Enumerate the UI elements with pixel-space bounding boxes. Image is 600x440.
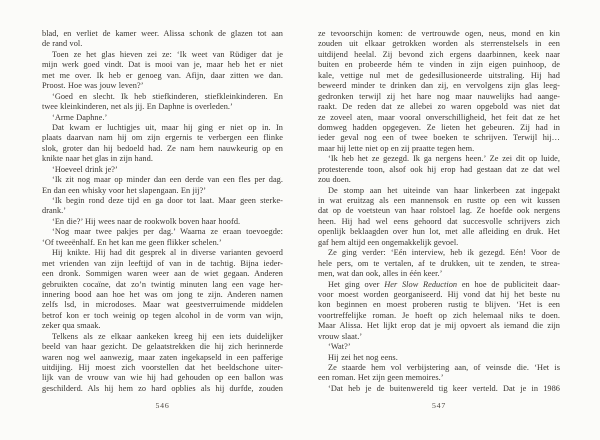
text-line: protesterende toon, alsof ook hij erop had gestaan dat ze dat wel bbox=[318, 164, 560, 174]
page-number-left: 546 bbox=[155, 401, 170, 411]
text-line: ‘Goed en slecht. Ik heb stiefkinderen, stiefkleinkinderen. En bbox=[52, 91, 283, 101]
text-line: met vrienden van zijn leeftijd of van in de tachtig. Bijna ieder- bbox=[42, 258, 283, 268]
text-line: mijn werk goed vindt. Dat is mooi van je, maar heb het er niet bbox=[42, 60, 283, 70]
text-line: De stomp aan het uiteinde van haar linkerbeen zat ingepakt bbox=[328, 185, 560, 195]
text-line: Hij knikte. Hij had dit gesprek al in diverse varianten gevoerd bbox=[52, 248, 283, 258]
text-line: knikte naar het glas in zijn hand. bbox=[42, 154, 153, 164]
text-line: lijk van de vrouw van wie hij had gehouden op een ballon was bbox=[42, 373, 283, 383]
text-line: raakt. De reden dat ze allebei zo waren opgebold was niet dat bbox=[318, 102, 560, 112]
text-line: Proost. Hoe was jouw leven?’ bbox=[42, 81, 144, 91]
text-line: de rand vol. bbox=[42, 39, 83, 49]
text-line bbox=[318, 280, 560, 290]
text-line: beeld van haar gezicht. De gelaatstrekken die hij zich herinnerde bbox=[42, 342, 283, 352]
text-line: gebruikten cocaïne, dat zo’n twintig minuten lang een vage her- bbox=[42, 279, 283, 289]
text-line: een roman. Het zijn geen memoires.’ bbox=[318, 373, 444, 383]
text-line: Maar Alissa. Het lijkt erop dat je mij opvoert als iemand die zijn bbox=[318, 321, 560, 331]
text-line: Hij zei het nog eens. bbox=[328, 352, 398, 362]
text-line: Toen ze het glas hieven zei ze: ‘Ik weet van Rüdiger dat je bbox=[52, 49, 283, 59]
text-line: plaats daarvan nam hij om zijn ergernis te verbergen een flinke bbox=[42, 133, 283, 143]
text-line: En dan een whisky voor het slapengaan. En jij?’ bbox=[42, 185, 207, 195]
text-line: Ze staarde hem vol verbijstering aan, of veinsde die. ‘Het is bbox=[328, 363, 560, 372]
text-line: ‘Ik begin rond deze tijd en ga door tot laat. Maar geen sterke- bbox=[52, 196, 283, 205]
text-line: twee kleinkinderen, net als jij. En Daphne is overleden.’ bbox=[42, 102, 233, 112]
text-line: ‘En die?’ Hij wees naar de rookwolk boven haar hoofd. bbox=[52, 216, 241, 226]
text-line: vrouw slaat.’ bbox=[318, 331, 363, 341]
book-title-italic: Her Slow Reduction bbox=[384, 279, 458, 289]
text-segment: en hoe de publiciteit daar- bbox=[457, 279, 560, 289]
text-line: ‘Nog maar twee pakjes per dag.’ Waarna ze eraan toevoegde: bbox=[52, 227, 283, 237]
text-line: ‘Arme Daphne.’ bbox=[52, 112, 108, 122]
page-right bbox=[318, 29, 560, 410]
text-line: ‘Dat heb je de buitenwereld tig keer verteld. Dat je in 1986 bbox=[328, 383, 560, 393]
text-line: ‘Of tweeënhalf. En het kan me geen flikker schelen.’ bbox=[42, 237, 222, 247]
text-line: maar hij lette niet op en zij praatte tegen hem. bbox=[318, 143, 475, 153]
text-line: ‘Ik heb het ze gezegd. Ik ga nergens heen.’ Ze zei dit op luide, bbox=[328, 154, 560, 164]
page-left-text bbox=[42, 29, 283, 394]
text-line: ze zoveel aten, maar vooral onverschilligheid, het feit dat ze het bbox=[318, 112, 560, 122]
text-line: zeker qua smaak. bbox=[42, 321, 101, 331]
text-line: kon beginnen en moest proberen rustig te blijven. ‘Het is een bbox=[318, 300, 560, 310]
text-line: drank.’ bbox=[42, 206, 67, 216]
text-line: hele pers, om te vertalen, af te drukken, uit te zenden, te strea- bbox=[318, 258, 560, 268]
text-line: men, wat dan ook, alles in één keer.’ bbox=[318, 269, 443, 279]
text-line: voor moest worden georganiseerd. Hij vond dat hij het beste nu bbox=[318, 289, 560, 299]
text-line: Ze ging verder: ‘Eén interview, heb ik gezegd. Eén! Voor de bbox=[328, 248, 560, 258]
text-line: ieder geval nog een of twee boeken te schrijven. Terwijl hij… bbox=[318, 133, 560, 143]
text-line: zou doen. bbox=[318, 175, 351, 185]
text-line: zouden uit elkaar getrokken worden als sterrenstelsels in een bbox=[318, 39, 560, 49]
text-line: domweg hadden opgegeven. Ze lieten het gebeuren. Zij had in bbox=[318, 122, 560, 132]
text-line: blad, en verliet de kamer weer. Alissa schonk de glazen tot aan bbox=[42, 29, 283, 38]
text-line: dat op de voetsteun van haar rolstoel lag. Ze hoefde ook nergens bbox=[318, 206, 560, 216]
text-line: in wat eruitzag als een mannensok en rustte op een wit kussen bbox=[318, 196, 560, 205]
text-line: ze tevoorschijn komen: de vertrouwde ogen, neus, mond en kin bbox=[318, 29, 560, 38]
text-line: gaf hem altijd een ongemakkelijk gevoel. bbox=[318, 237, 459, 247]
text-segment: Het ging over bbox=[328, 279, 385, 289]
text-line: heen. Hij had wel eens gehoord dat succesvolle schrijvers zich bbox=[318, 216, 560, 226]
text-line: ‘Ik zit nog maar op minder dan een derde van een fles per dag. bbox=[52, 175, 283, 185]
text-line: Dat kwam er luchtigjes uit, maar hij ging er niet op in. In bbox=[52, 122, 283, 132]
text-line: ‘Wat?’ bbox=[328, 342, 351, 352]
text-line: buiten en probeerde hém te vinden in zijn eigen puinhoop, de bbox=[318, 60, 560, 70]
text-line: beweerd minder te drinken dan zij, en vervolgens zijn glas leeg- bbox=[318, 81, 560, 91]
text-line: geschilderd. Als hij hem zo hard opblies als hij durfde, zouden bbox=[42, 383, 283, 393]
page-left bbox=[42, 29, 283, 410]
text-line: voortreffelijke roman. Je hoeft op zich helemaal niks te doen. bbox=[318, 310, 560, 320]
text-line: waren nog wel aanwezig, maar zaten ingekapseld in een pafferige bbox=[42, 352, 283, 362]
text-line: kale, vettige nul met de gedesillusioneerde uitstraling. Hij had bbox=[318, 70, 560, 80]
text-line: gedronken terwijl zij het hare nog maar nauwelijks had aange- bbox=[318, 91, 560, 101]
text-line: een dronk. Sommigen waren weer aan de wiet gegaan. Anderen bbox=[42, 269, 283, 279]
text-line: uitdijend heelal. Zij bevond zich ergens daarbinnen, keek naar bbox=[318, 49, 560, 59]
text-line: innering bood aan hoe het was om jong te zijn. Anderen namen bbox=[42, 289, 283, 299]
page-number-right: 547 bbox=[431, 401, 447, 411]
page-right-text bbox=[318, 29, 560, 394]
text-line: ‘Hoeveel drink je?’ bbox=[52, 164, 118, 174]
text-line: slok, groter dan hij bedoeld had. Ze nam hem nauwkeurig op en bbox=[42, 143, 283, 153]
text-line: betrof kon er toch weinig op tegen alcohol in de vorm van wijn, bbox=[42, 310, 283, 320]
text-line: openlijk beklaagden over hun lot, met alle afleiding en druk. Het bbox=[318, 227, 560, 237]
text-line: met me over. Ik heb er genoeg van. Afijn, daar zitten we dan. bbox=[42, 70, 283, 80]
text-line: zelfs lsd, in microdoses. Maar wat geestverruimende middelen bbox=[42, 300, 283, 310]
text-line: uitdijing. Hij moest zich voorstellen dat het beeldschone uiter- bbox=[42, 363, 283, 372]
text-line: Telkens als ze elkaar aankeken kreeg hij een iets duidelijker bbox=[52, 331, 283, 341]
